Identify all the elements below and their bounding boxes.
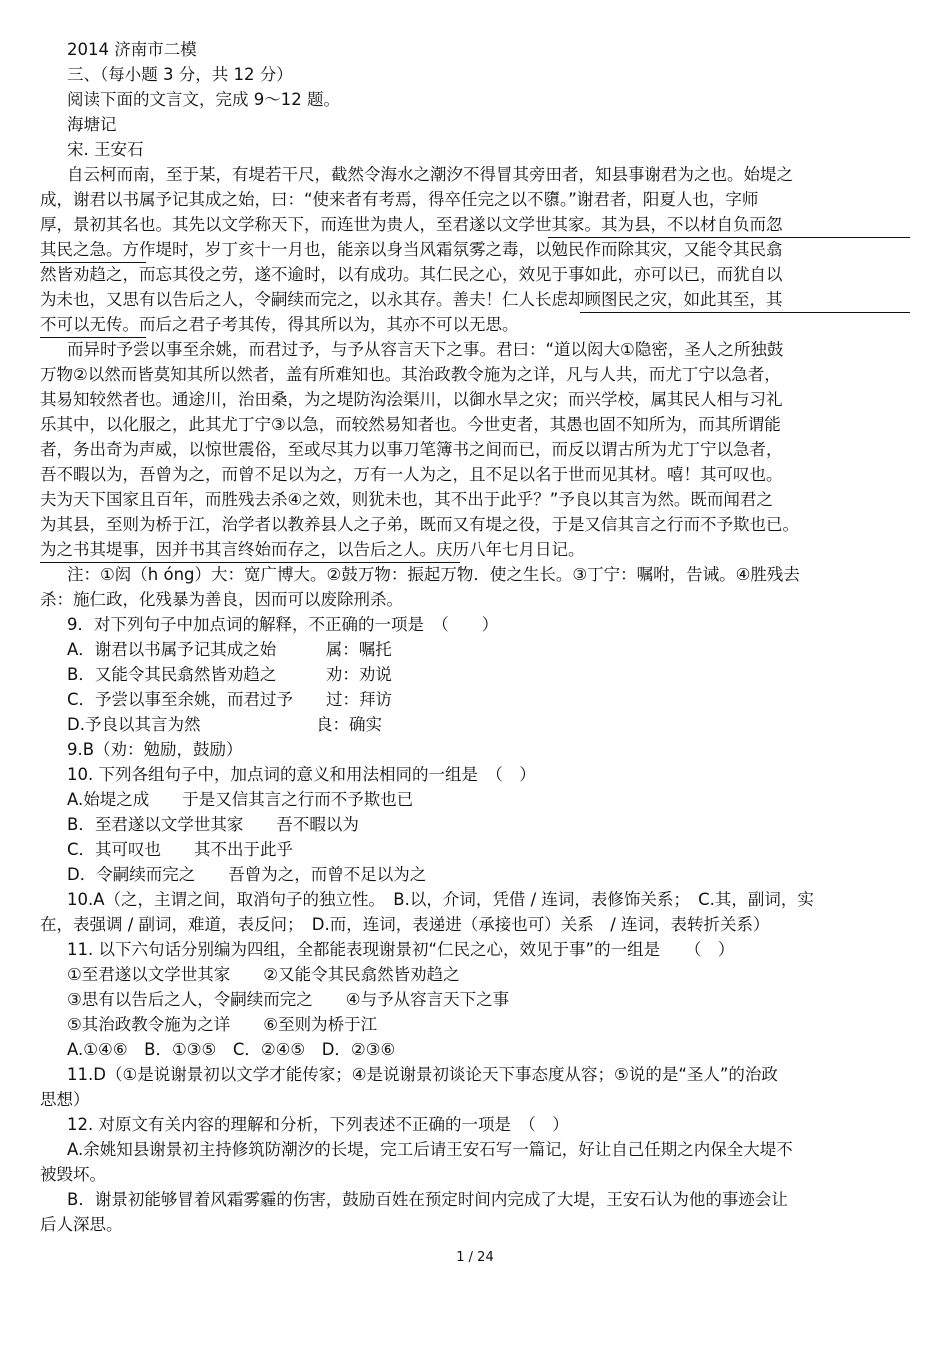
question-line: 11. 以下六句话分别编为四组，全都能表现谢景初“仁民之心，效见于事”的一组是 （ ） [67, 940, 735, 959]
question-line: A.①④⑥ B．①③⑤ C．②④⑤ D．②③⑥ [67, 1040, 396, 1059]
note-line: 杀：施仁政，化残暴为善良，因而可以废除刑杀。 [40, 590, 403, 609]
question-line: ③思有以告后之人，令嗣续而完之 ④与予从容言天下之事 [67, 990, 510, 1009]
answer-line: 11.D（①是说谢景初以文学才能传家；④是说谢景初谈论天下事态度从容；⑤说的是“圣人”的治政 [67, 1065, 778, 1084]
note-line: 注：①闳（h óng）大：宽广博大。②鼓万物：振起万物．使之生长。③丁宁：嘱咐，告诫。④胜残去 [67, 565, 800, 584]
passage-line: 为之书其堤事，因并书其言终始而存之，以告后之人。庆历八年七月日记。 [40, 540, 585, 559]
passage-line: 厚，景初其名也。其先以文学称天下，而连世为贵人，至君遂以文学世其家。其为县，不以材自负而忽 [40, 215, 783, 234]
passage-line: 为其县，至则为桥于江，治学者以教养县人之子弟，既而又有堤之役，于是又信其言之行而不予欺也已。 [40, 515, 799, 534]
passage-line: 夫为天下国家且百年，而胜残去杀④之效，则犹未也，其不出于此乎？”予良以其言为然。既而闻君之 [40, 490, 773, 509]
passage-line: 万物②以然而皆莫知其所以然者，盖有所难知也。其治政教令施为之详，凡与人共，而尤丁宁以急者， [40, 365, 781, 384]
question-line: B．谢景初能够冒着风霜雾霾的伤害，鼓励百姓在预定时间内完成了大堤，王安石认为他的事迹会让 [67, 1190, 788, 1209]
passage-line: 者，务出奇为声威，以惊世震俗，至或尽其力以事刀笔簿书之间而已，而反以谓古所为尤丁宁以急者， [40, 440, 783, 459]
passage-author: 宋. 王安石 [67, 140, 144, 159]
underline [40, 562, 460, 563]
passage-title: 海塘记 [67, 115, 117, 134]
question-line: D.予良以其言为然 良：确实 [67, 715, 382, 734]
question-line: A.余姚知县谢景初主持修筑防潮汐的长堤，完工后请王安石写一篇记，好让自己任期之内保全大堤不 [67, 1140, 793, 1159]
passage-line: 自云柯而南，至于某，有堤若干尺，截然令海水之潮汐不得冒其旁田者，知县事谢君为之也。始堤之 [67, 165, 793, 184]
underline [40, 262, 146, 263]
question-line: C．予尝以事至余姚，而君过予 过：拜访 [67, 690, 393, 709]
question-line: 后人深思。 [40, 1215, 123, 1234]
passage-line: 乐其中，以化服之，此其尤丁宁③以急，而较然易知者也。今世吏者，其愚也固不知所为，而其所谓能 [40, 415, 781, 434]
question-line: 被毁坏。 [40, 1165, 106, 1184]
passage-line: 成，谢君以书属予记其成之始，曰：“使来者有考焉，得卒任完之以不隳。”谢君者，阳夏人也，字师 [40, 190, 759, 209]
passage-line: 吾不暇以为，吾曾为之，而曾不足以为之，万有一人为之，且不足以名于世而见其材。嘻！其可叹也。 [40, 465, 783, 484]
question-line: D．令嗣续而完之 吾曾为之，而曾不足以为之 [67, 865, 427, 884]
passage-line: 其民之急。方作堤时，岁丁亥十一月也，能亲以身当风霜氛雾之毒，以勉民作而除其灾，又能令其民翕 [40, 240, 783, 259]
question-line: ⑤其治政教令施为之详 ⑥至则为桥于江 [67, 1015, 378, 1034]
question-line: 12. 对原文有关内容的理解和分析，下列表述不正确的一项是 （ ） [67, 1115, 569, 1134]
underline [548, 237, 910, 238]
passage-line: 不可以无传。而后之君子考其传，得其所以为，其亦不可以无思。 [40, 315, 519, 334]
question-line: C．其可叹也 其不出于此乎 [67, 840, 294, 859]
question-line: 9．对下列句子中加点词的解释，不正确的一项是 （ ） [67, 615, 499, 634]
passage-line: 为未也，又思有以告后之人，令嗣续而完之，以永其存。善夫！仁人长虑却顾图民之灾，如此其至，其 [40, 290, 783, 309]
question-line: B．至君遂以文学世其家 吾不暇以为 [67, 815, 359, 834]
question-line: A.始堤之成 于是又信其言之行而不予欺也已 [67, 790, 414, 809]
instruction: 阅读下面的文言文，完成 9～12 题。 [67, 90, 340, 109]
underline [580, 312, 910, 313]
passage-line: 然皆劝趋之，而忘其役之劳，遂不逾时，以有成功。其仁民之心，效见于事如此，亦可以已，而犹自以 [40, 265, 783, 284]
section-heading: 三、（每小题 3 分，共 12 分） [67, 65, 293, 84]
underline [40, 337, 146, 338]
page-number: 1 / 24 [456, 1250, 494, 1265]
passage-line: 其易知较然者也。通途川，治田桑，为之堤防沟浍渠川，以御水旱之灾；而兴学校，属其民人相与习礼 [40, 390, 783, 409]
question-line: B．又能令其民翕然皆劝趋之 劝：劝说 [67, 665, 392, 684]
answer-line: 10.A（之，主谓之间，取消句子的独立性。 B.以，介词，凭借 / 连词，表修饰关系； C.其，副词，实 [67, 890, 814, 909]
exam-title: 2014 济南市二模 [67, 40, 197, 59]
question-line: ①至君遂以文学世其家 ②又能令其民翕然皆劝趋之 [67, 965, 460, 984]
question-line: A．谢君以书属予记其成之始 属：嘱托 [67, 640, 392, 659]
question-line: 10. 下列各组句子中，加点词的意义和用法相同的一组是 （ ） [67, 765, 536, 784]
answer-line: 思想） [40, 1090, 90, 1109]
passage-line: 而异时予尝以事至余姚，而君过予，与予从容言天下之事。君曰：“道以闳大①隐密，圣人之所独鼓 [67, 340, 784, 359]
answer-line: 9.B（劝：勉励，鼓励） [67, 740, 243, 759]
answer-line: 在，表强调 / 副词，难道，表反问； D.而，连词，表递进（承接也可）关系 / 连词，表转折关系） [40, 915, 770, 934]
